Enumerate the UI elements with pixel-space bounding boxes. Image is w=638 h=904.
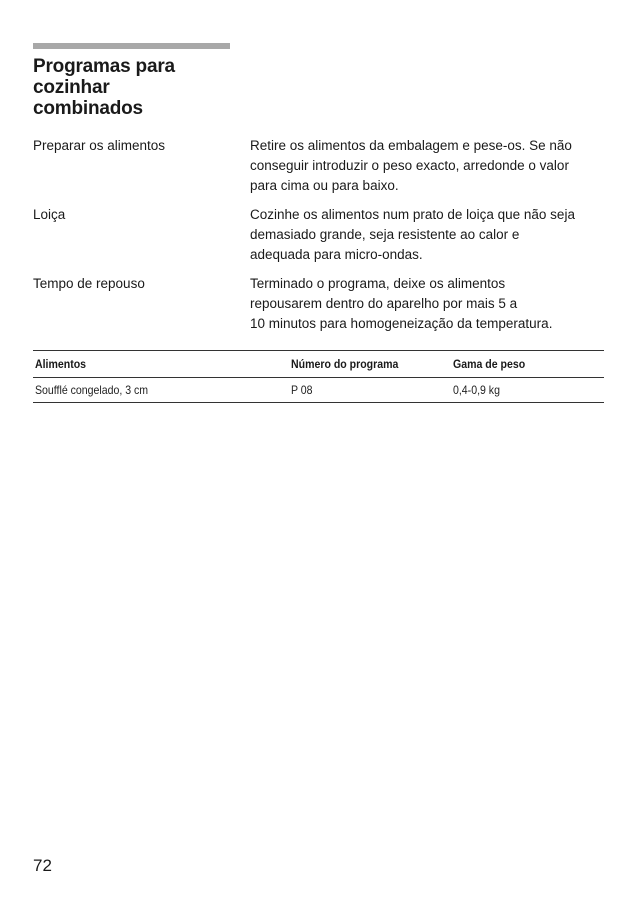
row-text-line: Cozinhe os alimentos num prato de loiça que não seja [250,207,575,222]
page-number: 72 [33,856,52,875]
row-text-line: demasiado grande, seja resistente ao calor e [250,227,520,242]
table-bottom-rule [33,402,604,403]
section-header-bar [33,43,230,49]
row-text-line: conseguir introduzir o peso exacto, arredonde o valor [250,158,569,173]
row-label: Tempo de repouso [33,276,145,291]
row-label: Loiça [33,207,66,222]
table-header-row [33,351,604,377]
row-text-line: adequada para micro-ondas. [250,247,423,262]
cell-food: Soufflé congelado, 3 cm [35,383,149,397]
header-program-number: Número do programa [291,357,399,371]
section-title-line: combinados [33,98,143,119]
header-food: Alimentos [35,357,87,371]
row-text [250,274,610,334]
section-title-line: cozinhar [33,77,110,98]
row-text [250,136,610,196]
row-text-line: 10 minutos para homogeneização da temperatura. [250,316,553,331]
program-table [33,350,604,403]
row-text-line: Terminado o programa, deixe os alimentos [250,276,506,291]
row-text-line: repousarem dentro do aparelho por mais 5 a [250,296,518,311]
section-title [33,56,233,119]
row-text-line: Retire os alimentos da embalagem e pese-os. Se não [250,138,572,153]
row-label: Preparar os alimentos [33,138,166,153]
row-text [250,205,610,265]
section-title-line: Programas para [33,56,175,77]
header-weight-range: Gama de peso [453,357,526,371]
table-row [33,378,604,402]
cell-program-number: P 08 [291,383,313,397]
cell-weight-range: 0,4-0,9 kg [453,383,500,397]
row-text-line: para cima ou para baixo. [250,178,399,193]
